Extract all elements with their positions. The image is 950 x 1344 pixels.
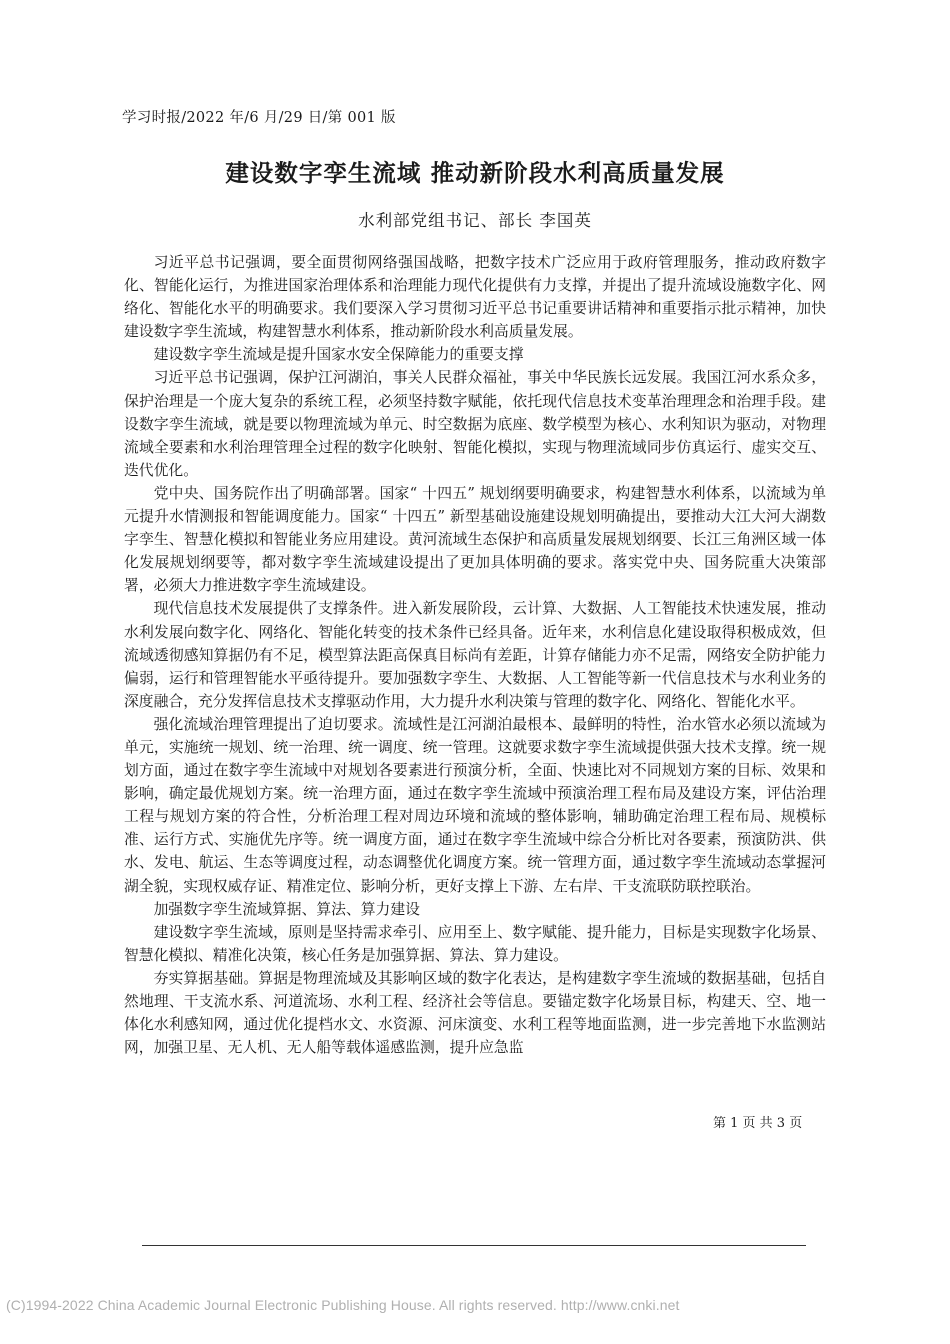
footer-divider (142, 1245, 806, 1246)
page-number: 第 1 页 共 3 页 (713, 1116, 803, 1131)
source-line: 学习时报/2022 年/6 月/29 日/第 001 版 (122, 110, 396, 126)
article-title: 建设数字孪生流域 推动新阶段水利高质量发展 (225, 159, 725, 187)
copyright-watermark: (C)1994-2022 China Academic Journal Electronic Publishing House. All rights reserved. http://www.cnki.net (6, 1297, 680, 1313)
paragraph: 现代信息技术发展提供了支撑条件。进入新发展阶段，云计算、大数据、人工智能技术快速发展，推动水利发展向数字化、网络化、智能化转变的技术条件已经具备。近年来，水利信息化建设取得积极成效，但流域透彻感知算据仍有不足，模型算法距高保真目标尚有差距，计算存储能力亦不足需，网络安全防护能力偏弱，运行和管理智能水平亟待提升。要加强数字孪生、大数据、人工智能等新一代信息技术与水利业务的深度融合，充分发挥信息技术支撑驱动作用，大力提升水利决策与管理的数字化、网络化、智能化水平。 (124, 600, 826, 710)
paragraph: 习近平总书记强调，保护江河湖泊，事关人民群众福祉，事关中华民族长远发展。我国江河水系众多，保护治理是一个庞大复杂的系统工程，必须坚持数字赋能，依托现代信息技术变革治理理念和治理手段。建设数字孪生流域，就是要以物理流域为单元、时空数据为底座、数学模型为核心、水利知识为驱动，对物理流域全要素和水利治理管理全过程的数字化映射、智能化模拟，实现与物理流域同步仿真运行、虚实交互、迭代优化。 (124, 369, 826, 479)
section-heading: 建设数字孪生流域是提升国家水安全保障能力的重要支撑 (153, 346, 524, 364)
paragraph: 习近平总书记强调，要全面贯彻网络强国战略，把数字技术广泛应用于政府管理服务，推动政府数字化、智能化运行，为推进国家治理体系和治理能力现代化提供有力支撑，并提出了提升流域设施数字化、网络化、智能化水平的明确要求。我们要深入学习贯彻习近平总书记重要讲话精神和重要指示批示精神，加快建设数字孪生流域，构建智慧水利体系，推动新阶段水利高质量发展。 (124, 254, 826, 341)
paragraph: 夯实算据基础。算据是物理流域及其影响区域的数字化表达，是构建数字孪生流域的数据基础，包括自然地理、干支流水系、河道流场、水利工程、经济社会等信息。要锚定数字化场景目标，构建天、空、地一体化水利感知网，通过优化提档水文、水资源、河床演变、水利工程等地面监测，进一步完善地下水监测站网，加强卫星、无人机、无人船等载体遥感监测，提升应急监 (124, 969, 826, 1057)
author-line: 水利部党组书记、部长 李国英 (358, 211, 592, 230)
paragraph: 强化流域治理管理提出了迫切要求。流域性是江河湖泊最根本、最鲜明的特性，治水管水必须以流域为单元，实施统一规划、统一治理、统一调度、统一管理。这就要求数字孪生流域提供强大技术支撑。统一规划方面，通过在数字孪生流域中对规划各要素进行预演分析，全面、快速比对不同规划方案的目标、效果和影响，确定最优规划方案。统一治理方面，通过在数字孪生流域中预演治理工程布局及建设方案，评估治理工程与规划方案的符合性，分析治理工程对周边环境和流域的整体影响，辅助确定治理工程布局、规模标准、运行方式、实施优先序等。统一调度方面，通过在数字孪生流域中综合分析比对各要素，预演防洪、供水、发电、航运、生态等调度过程，动态调整优化调度方案。统一管理方面，通过数字孪生流域动态掌握河湖全貌，实现权威存证、精准定位、影响分析，更好支撑上下游、左右岸、干支流联防联控联治。 (124, 715, 826, 895)
paragraph: 建设数字孪生流域，原则是坚持需求牵引、应用至上、数字赋能、提升能力，目标是实现数字化场景、智慧化模拟、精准化决策，核心任务是加强算据、算法、算力建设。 (124, 923, 826, 964)
article-body (124, 251, 826, 1059)
paragraph: 党中央、国务院作出了明确部署。国家“ 十四五” 规划纲要明确要求，构建智慧水利体系，以流域为单元提升水情测报和智能调度能力。国家“ 十四五” 新型基础设施建设规划明确提出，要推动大江大河大湖数字孪生、智慧化模拟和智能业务应用建设。黄河流域生态保护和高质量发展规划纲要、长江三角洲区域一体化发展规划纲要等，都对数字孪生流域建设提出了更加具体明确的要求。落实党中央、国务院重大决策部署，必须大力推进数字孪生流域建设。 (124, 484, 826, 595)
section-heading: 加强数字孪生流域算据、算法、算力建设 (153, 900, 420, 918)
